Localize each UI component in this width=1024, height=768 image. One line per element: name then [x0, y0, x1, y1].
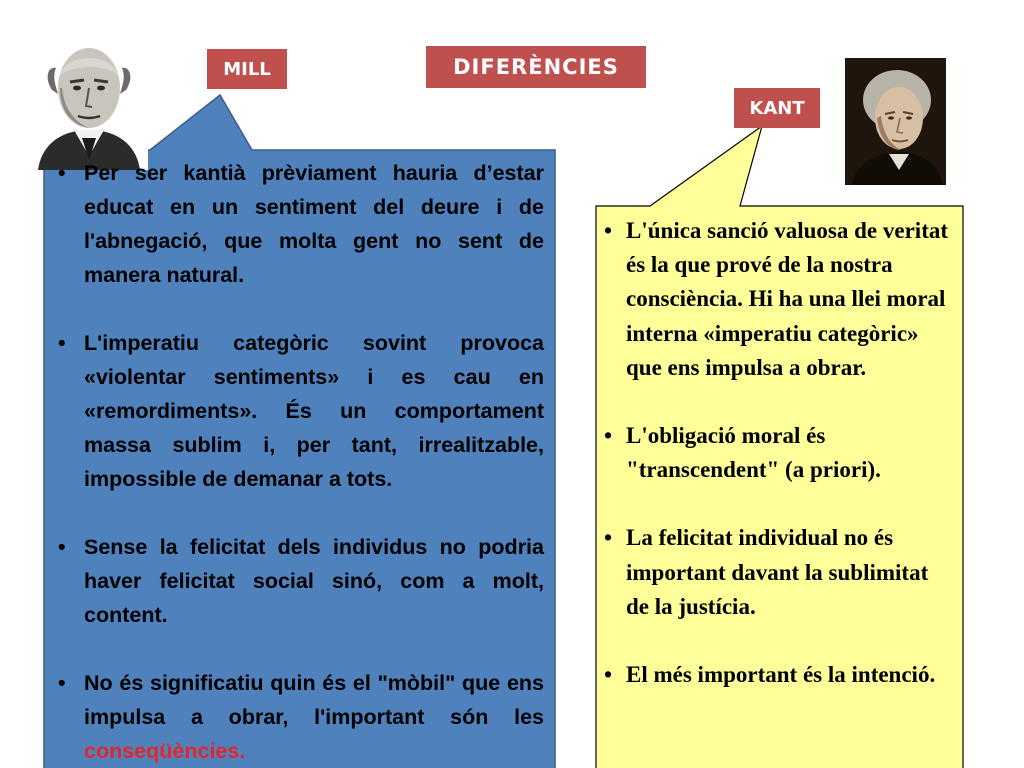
page-title: DIFERÈNCIES — [426, 46, 646, 88]
kant-bullet-text: La felicitat individual no és important davant la sublimitat de la justícia. — [626, 525, 929, 619]
kant-bullet — [626, 214, 953, 385]
mill-callout-text — [44, 150, 556, 768]
mill-bullet — [84, 666, 544, 768]
mill-bullet-list — [84, 156, 544, 768]
mill-bullet — [84, 156, 544, 292]
kant-callout-text — [596, 206, 963, 768]
mill-bullet — [84, 326, 544, 496]
kant-bullet-text: L'única sanció valuosa de veritat és la que prové de la nostra consciència. Hi ha una llei moral interna «imperatiu categòric» que ens impulsa a obrar. — [626, 218, 949, 380]
mill-bullet-text: Sense la felicitat dels individus no podria haver felicitat social sinó, com a molt, content. — [84, 535, 544, 627]
mill-bullet-text: Per ser kantià prèviament hauria d’estar educat en un sentiment del deure i de l'abnegació, que molta gent no sent de manera natural. — [84, 161, 544, 287]
kant-bullet-text: El més important és la intenció. — [626, 662, 936, 688]
kant-bullet — [626, 658, 953, 692]
kant-label: KANT — [734, 88, 820, 128]
kant-bullet — [626, 521, 953, 624]
kant-bullet-text: L'obligació moral és "transcendent" (a priori). — [626, 423, 881, 483]
kant-bullet-list — [626, 214, 953, 692]
kant-bullet — [626, 419, 953, 487]
consequences-highlight: conseqüències. — [84, 739, 246, 763]
mill-bullet-text: L'imperatiu categòric sovint provoca «violentar sentiments» i es cau en «remordiments». És un comportament massa sublim i, per tant, irrealitzable, impossible de demanar a tots. — [84, 331, 544, 491]
mill-label: MILL — [207, 49, 287, 89]
mill-bullet — [84, 530, 544, 632]
kant-portrait — [845, 58, 946, 185]
mill-bullet-text: No és significatiu quin és el "mòbil" que ens impulsa a obrar, l'important són les — [84, 671, 544, 729]
